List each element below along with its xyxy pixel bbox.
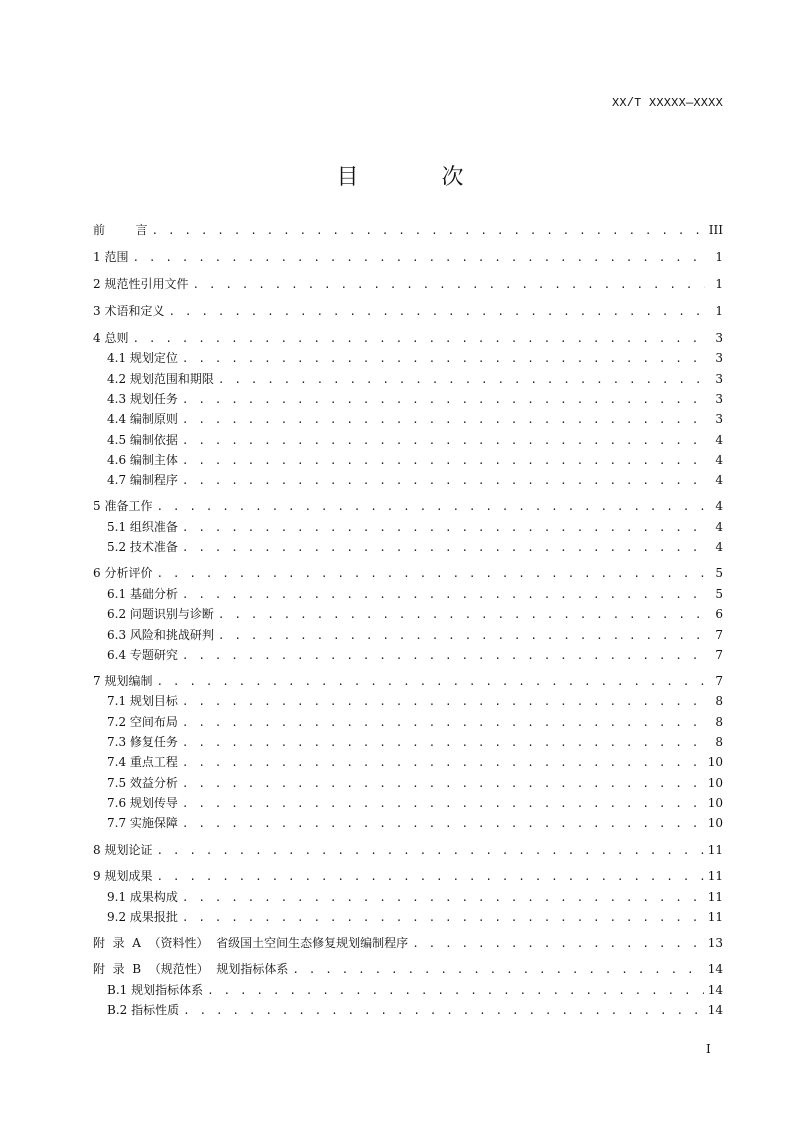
toc-entry-page: 11 [707, 869, 723, 883]
toc-entry[interactable] [93, 471, 723, 489]
toc-entry-page: 11 [707, 843, 723, 857]
page-title: 目 次 [336, 165, 502, 190]
toc-entry[interactable] [93, 370, 723, 388]
toc-entry[interactable] [93, 349, 723, 367]
toc-dot-leader [218, 606, 705, 624]
toc-entry-label: 1 范围 [93, 250, 129, 264]
toc-entry-label: 4.4 编制原则 [107, 412, 178, 426]
toc-entry-page: 14 [707, 1003, 723, 1017]
toc-entry-label: 7.1 规划目标 [107, 694, 178, 708]
toc-entry-label: B.2 指标性质 [107, 1003, 180, 1017]
toc-entry[interactable] [93, 960, 723, 978]
toc-dot-leader [156, 868, 703, 886]
toc-entry-label: 附 录 B （规范性） 规划指标体系 [93, 962, 289, 976]
toc-entry-page: 1 [715, 250, 723, 264]
toc-entry-label: 4 总则 [93, 331, 129, 345]
toc-entry-label: 4.1 规划定位 [107, 351, 178, 365]
toc-entry[interactable] [93, 908, 723, 926]
toc-entry-label: 9.2 成果报批 [107, 910, 178, 924]
toc-entry-page: 7 [715, 674, 723, 688]
toc-entry-page: 3 [715, 412, 723, 426]
toc-entry[interactable] [93, 646, 723, 664]
toc-entry-page: 4 [715, 433, 723, 447]
toc-dot-leader [182, 452, 705, 470]
toc-entry[interactable] [93, 774, 723, 792]
toc-dot-leader [182, 539, 705, 557]
toc-entry[interactable] [93, 302, 723, 320]
toc-entry-page: 8 [715, 715, 723, 729]
toc-dot-leader [182, 795, 704, 813]
toc-entry[interactable] [93, 1001, 723, 1019]
toc-entry-label: 8 规划论证 [93, 843, 153, 857]
toc-entry[interactable] [93, 867, 723, 885]
toc-dot-leader [156, 498, 705, 516]
toc-dot-leader [292, 961, 703, 979]
toc-dot-leader [132, 249, 705, 267]
toc-entry-label: 9.1 成果构成 [107, 890, 178, 904]
toc-dot-leader [182, 693, 705, 711]
toc-entry-page: 14 [707, 983, 723, 997]
toc-dot-leader [182, 411, 705, 429]
toc-entry-page: 7 [715, 628, 723, 642]
page-number: I [706, 1042, 711, 1056]
toc-dot-leader [182, 815, 704, 833]
toc-entry-page: 3 [715, 331, 723, 345]
toc-entry-page: 11 [707, 910, 723, 924]
toc-entry-label: 3 术语和定义 [93, 304, 165, 318]
toc-entry[interactable] [93, 814, 723, 832]
toc-dot-leader [182, 754, 704, 772]
toc-entry-label: 6.2 问题识别与诊断 [107, 607, 214, 621]
toc-entry-page: 4 [715, 473, 723, 487]
toc-entry-page: 8 [715, 735, 723, 749]
toc-dot-leader [132, 330, 705, 348]
toc-entry-label: 4.5 编制依据 [107, 433, 178, 447]
toc-entry[interactable] [93, 888, 723, 906]
toc-entry[interactable] [93, 841, 723, 859]
toc-dot-leader [183, 1002, 704, 1020]
toc-entry-page: 4 [715, 499, 723, 513]
toc-entry[interactable] [93, 733, 723, 751]
toc-entry[interactable] [93, 518, 723, 536]
toc-entry-page: 8 [715, 694, 723, 708]
toc-entry-label: 7 规划编制 [93, 674, 153, 688]
toc-entry-page: 10 [707, 776, 723, 790]
toc-entry-page: III [708, 223, 723, 237]
toc-entry-label: B.1 规划指标体系 [107, 983, 204, 997]
toc-entry[interactable] [93, 585, 723, 603]
toc-entry[interactable] [93, 692, 723, 710]
toc-entry[interactable] [93, 248, 723, 266]
toc-entry-label: 前 言 [93, 223, 148, 237]
toc-entry-page: 1 [715, 277, 723, 291]
toc-entry-label: 5.2 技术准备 [107, 540, 178, 554]
toc-dot-leader [182, 734, 705, 752]
toc-dot-leader [182, 775, 704, 793]
toc-entry[interactable] [93, 626, 723, 644]
toc-entry-page: 13 [707, 936, 723, 950]
toc-entry[interactable] [93, 672, 723, 690]
toc-entry[interactable] [93, 981, 723, 999]
toc-entry-page: 5 [715, 566, 723, 580]
toc-entry-label: 7.5 效益分析 [107, 776, 178, 790]
toc-entry-label: 7.4 重点工程 [107, 755, 178, 769]
toc-entry-label: 7.6 规划传导 [107, 796, 178, 810]
toc-entry-page: 14 [707, 962, 723, 976]
toc-entry-label: 9 规划成果 [93, 869, 153, 883]
toc-entry-label: 7.7 实施保障 [107, 816, 178, 830]
toc-dot-leader [207, 982, 704, 1000]
toc-entry-label: 2 规范性引用文件 [93, 277, 189, 291]
standard-code-header: XX/T XXXXX—XXXX [611, 96, 723, 110]
toc-dot-leader [168, 303, 705, 321]
toc-entry-page: 4 [715, 453, 723, 467]
toc-dot-leader [156, 842, 703, 860]
toc-entry-label: 6.3 风险和挑战研判 [107, 628, 214, 642]
toc-entry[interactable] [93, 794, 723, 812]
toc-dot-leader [182, 519, 705, 537]
toc-entry-label: 4.2 规划范围和期限 [107, 372, 214, 386]
toc-dot-leader [182, 472, 705, 490]
toc-dot-leader [182, 889, 704, 907]
toc-entry[interactable] [93, 564, 723, 582]
toc-entry[interactable] [93, 329, 723, 347]
toc-entry[interactable] [93, 451, 723, 469]
toc-entry[interactable] [93, 713, 723, 731]
toc-entry-label: 7.2 空间布局 [107, 715, 178, 729]
toc-entry-page: 5 [715, 587, 723, 601]
toc-entry-page: 3 [715, 392, 723, 406]
toc-entry-page: 4 [715, 540, 723, 554]
toc-entry-page: 1 [715, 304, 723, 318]
toc-entry-page: 10 [707, 755, 723, 769]
toc-entry-page: 10 [707, 796, 723, 810]
toc-entry-label: 5 准备工作 [93, 499, 153, 513]
toc-dot-leader [182, 391, 705, 409]
toc-dot-leader [182, 432, 705, 450]
toc-dot-leader [182, 647, 705, 665]
toc-dot-leader [218, 627, 705, 645]
toc-dot-leader [156, 565, 705, 583]
toc-dot-leader [192, 276, 705, 294]
toc-entry-page: 3 [715, 351, 723, 365]
toc-entry-label: 附 录 A （资料性） 省级国土空间生态修复规划编制程序 [93, 936, 409, 950]
toc-entry-label: 4.6 编制主体 [107, 453, 178, 467]
toc-entry[interactable] [93, 275, 723, 293]
toc-entry[interactable] [93, 390, 723, 408]
toc-entry[interactable] [93, 538, 723, 556]
toc-entry-label: 6.1 基础分析 [107, 587, 178, 601]
toc-entry-label: 6 分析评价 [93, 566, 153, 580]
toc-dot-leader [182, 586, 705, 604]
toc-entry[interactable] [93, 497, 723, 515]
toc-entry-label: 6.4 专题研究 [107, 648, 178, 662]
toc-entry-label: 7.3 修复任务 [107, 735, 178, 749]
toc-dot-leader [156, 673, 705, 691]
toc-entry-page: 4 [715, 520, 723, 534]
toc-entry-page: 10 [707, 816, 723, 830]
toc-entry[interactable] [93, 221, 723, 239]
toc-dot-leader [182, 350, 705, 368]
toc-dot-leader [218, 371, 705, 389]
toc-entry[interactable] [93, 431, 723, 449]
toc-dot-leader [182, 714, 705, 732]
toc-entry-page: 7 [715, 648, 723, 662]
toc-entry-label: 4.7 编制程序 [107, 473, 178, 487]
toc-entry-page: 3 [715, 372, 723, 386]
toc-entry[interactable] [93, 934, 723, 952]
toc-entry-page: 6 [715, 607, 723, 621]
toc-entry[interactable] [93, 410, 723, 428]
toc-entry[interactable] [93, 605, 723, 623]
toc-entry-page: 11 [707, 890, 723, 904]
toc-dot-leader [182, 909, 704, 927]
toc-dot-leader [152, 222, 705, 240]
toc-entry-label: 4.3 规划任务 [107, 392, 178, 406]
toc-entry-label: 5.1 组织准备 [107, 520, 178, 534]
toc-entry[interactable] [93, 753, 723, 771]
toc-dot-leader [412, 935, 704, 953]
